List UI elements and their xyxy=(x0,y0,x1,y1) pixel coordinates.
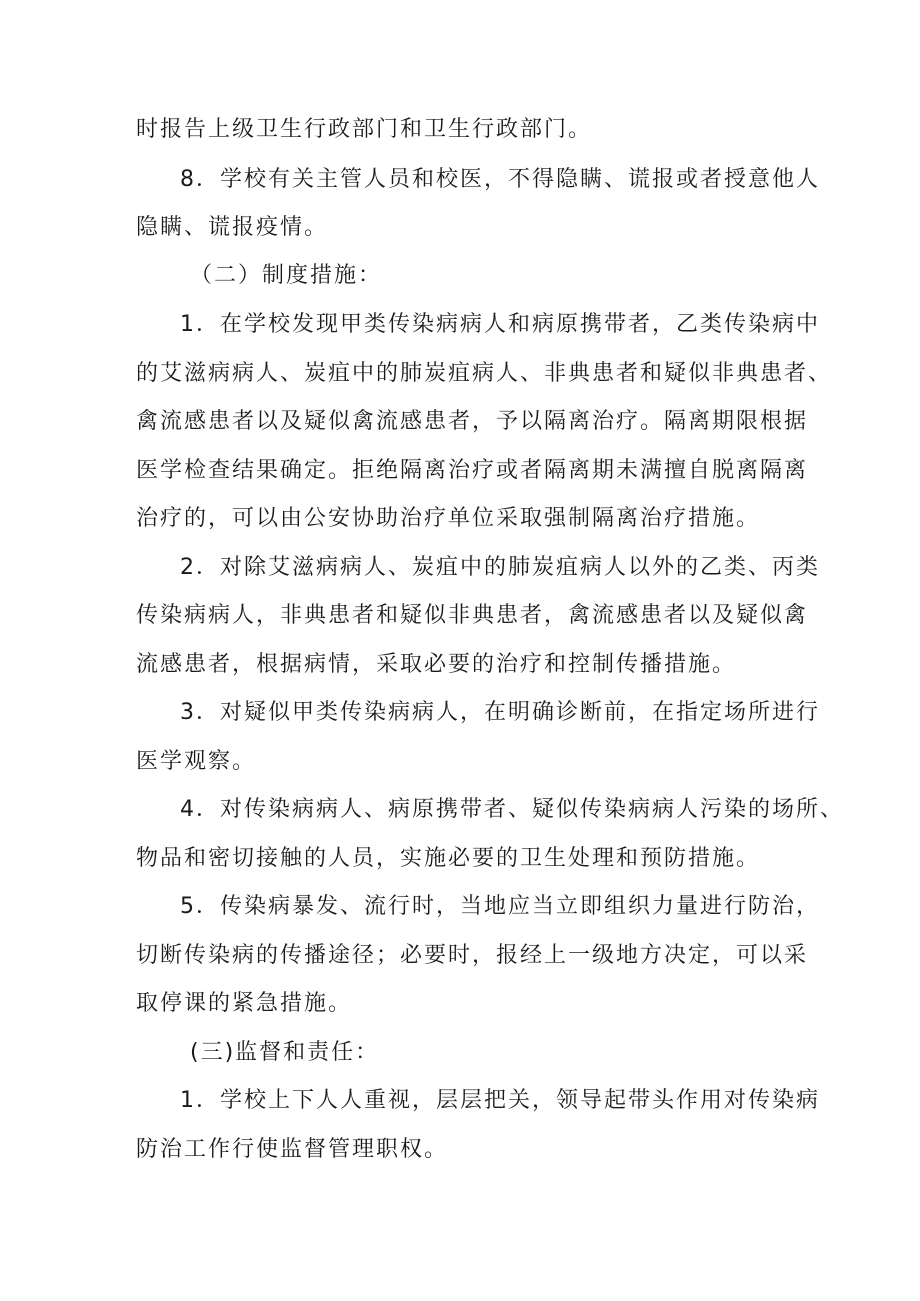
text-line-6: 的艾滋病病人、炭疽中的肺炭疽病人、非典患者和疑似非典患者、 xyxy=(136,361,833,386)
section-heading-3: (三)监督和责任： xyxy=(190,1040,380,1065)
text-line-1: 时报告上级卫生行政部门和卫生行政部门。 xyxy=(136,117,593,142)
text-line-7: 禽流感患者以及疑似禽流感患者，予以隔离治疗。隔离期限根据 xyxy=(136,409,809,434)
section-heading-2: （二）制度措施： xyxy=(190,263,383,288)
text-line-9: 治疗的，可以由公安协助治疗单位采取强制隔离治疗措施。 xyxy=(136,506,761,531)
text-line-3: 隐瞒、谎报疫情。 xyxy=(136,215,329,240)
text-line-22: 防治工作行使监督管理职权。 xyxy=(136,1137,449,1162)
text-line-14: 医学观察。 xyxy=(136,749,257,774)
text-line-10: 2．对除艾滋病病人、炭疽中的肺炭疽病人以外的乙类、丙类 xyxy=(180,555,820,580)
text-line-2: 8．学校有关主管人员和校医，不得隐瞒、谎报或者授意他人 xyxy=(180,167,820,192)
text-line-21: 1．学校上下人人重视，层层把关，领导起带头作用对传染病 xyxy=(180,1088,820,1113)
text-line-16: 物品和密切接触的人员，实施必要的卫生处理和预防措施。 xyxy=(136,846,761,871)
text-line-19: 取停课的紧急措施。 xyxy=(136,991,353,1016)
text-line-15: 4．对传染病病人、病原携带者、疑似传染病病人污染的场所、 xyxy=(180,797,844,822)
text-line-18: 切断传染病的传播途径；必要时，报经上一级地方决定，可以采 xyxy=(136,943,809,968)
text-line-11: 传染病病人，非典患者和疑似非典患者，禽流感患者以及疑似禽 xyxy=(136,603,809,628)
text-line-17: 5．传染病暴发、流行时，当地应当立即组织力量进行防治， xyxy=(180,894,820,919)
text-line-13: 3．对疑似甲类传染病病人，在明确诊断前，在指定场所进行 xyxy=(180,700,820,725)
text-line-12: 流感患者，根据病情，采取必要的治疗和控制传播措施。 xyxy=(136,652,737,677)
text-line-8: 医学检查结果确定。拒绝隔离治疗或者隔离期未满擅自脱离隔离 xyxy=(136,458,809,483)
text-line-5: 1．在学校发现甲类传染病病人和病原携带者，乙类传染病中 xyxy=(180,312,820,337)
